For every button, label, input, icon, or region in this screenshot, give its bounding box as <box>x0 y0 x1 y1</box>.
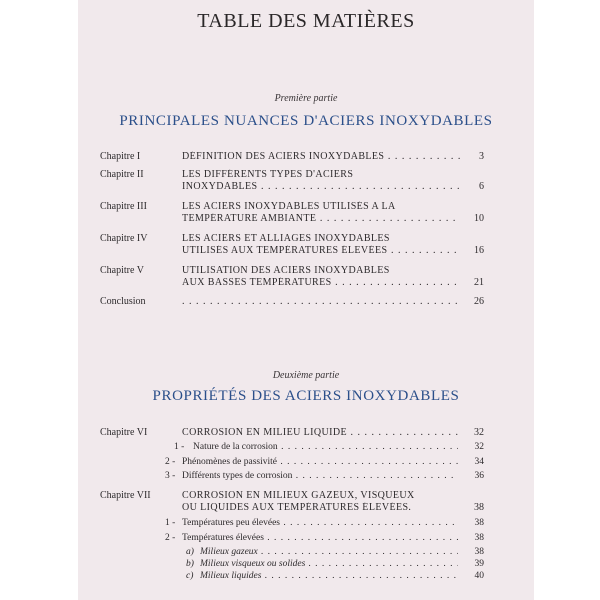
chapter-title-line: INOXYDABLES . . . <box>182 181 460 193</box>
subentry-number: 3 - <box>165 471 176 481</box>
page-number: 40 <box>474 571 484 581</box>
page-number: 32 <box>474 442 484 452</box>
chapter-label: Chapitre III <box>100 201 147 212</box>
chapter-title-line: LES DIFFÉRENTS TYPES D'ACIERS <box>182 169 354 180</box>
page-number: 38 <box>474 518 484 528</box>
subentry-number: a) <box>186 547 194 557</box>
page-title: TABLE DES MATIÈRES <box>197 10 415 32</box>
chapter-title <box>182 490 472 514</box>
chapter-title-line: TEMPÉRATURE AMBIANTE . . . <box>182 213 460 225</box>
chapter-title <box>182 233 460 257</box>
page-number: 6 <box>479 181 484 192</box>
chapter-title <box>182 265 460 289</box>
subentry-title: Phénomènes de passivité . . . <box>182 456 458 468</box>
subentry-title: Températures peu élevées . . . <box>182 517 458 529</box>
chapter-label: Chapitre VI <box>100 427 148 438</box>
page-number: 39 <box>474 559 484 569</box>
chapter-label: Chapitre IV <box>100 233 148 244</box>
page-number: 38 <box>474 502 484 513</box>
chapter-title <box>182 296 460 308</box>
chapter-title-line: LES ACIERS ET ALLIAGES INOXYDABLES <box>182 233 390 244</box>
page-number: 36 <box>474 471 484 481</box>
page-number: 16 <box>474 245 484 256</box>
chapter-title-line: CORROSION EN MILIEU LIQUIDE . . . <box>182 427 460 439</box>
page-number: 26 <box>474 296 484 307</box>
chapter-title-line: CORROSION EN MILIEUX GAZEUX, VISQUEUX <box>182 490 415 501</box>
chapter-label: Chapitre V <box>100 265 144 276</box>
page-number: 21 <box>474 277 484 288</box>
subentry-title: Nature de la corrosion . . . <box>193 441 458 453</box>
subentry-title: Différents types de corrosion . . . <box>182 470 458 482</box>
leader-dots <box>182 296 460 308</box>
page-number: 34 <box>474 457 484 467</box>
chapter-title <box>182 151 460 163</box>
part2-title: PROPRIÉTÉS DES ACIERS INOXYDABLES <box>152 388 460 404</box>
chapter-label: Chapitre II <box>100 169 144 180</box>
page-number: 10 <box>474 213 484 224</box>
page-number: 38 <box>474 533 484 543</box>
subentry-number: 2 - <box>165 533 176 543</box>
part1-title: PRINCIPALES NUANCES D'ACIERS INOXYDABLES <box>119 113 493 129</box>
page-number: 32 <box>474 427 484 438</box>
subentry-title: Milieux liquides . . . <box>200 570 458 582</box>
subentry-title: Températures élevées . . . <box>182 532 458 544</box>
chapter-title-line: UTILISATION DES ACIERS INOXYDABLES <box>182 265 390 276</box>
page-number: 3 <box>479 151 484 162</box>
chapter-title-line: LES ACIERS INOXYDABLES UTILISÉS A LA <box>182 201 396 212</box>
chapter-title <box>182 169 460 193</box>
chapter-title-line: UTILISÉS AUX TEMPÉRATURES ÉLEVÉES . . . <box>182 245 460 257</box>
subentry-number: b) <box>186 559 194 569</box>
chapter-title <box>182 427 460 439</box>
chapter-title-line: DÉFINITION DES ACIERS INOXYDABLES . . . <box>182 151 460 163</box>
chapter-label: Chapitre VII <box>100 490 151 501</box>
page-number: 38 <box>474 547 484 557</box>
chapter-title-line: OU LIQUIDES AUX TEMPÉRATURES ÉLEVÉES. <box>182 502 412 513</box>
book-page <box>78 0 534 600</box>
chapter-label: Conclusion <box>100 296 146 307</box>
subentry-number: 2 - <box>165 457 176 467</box>
subentry-title: Milieux gazeux . . . <box>200 546 458 558</box>
part2-label: Deuxième partie <box>272 370 340 381</box>
chapter-title <box>182 201 460 225</box>
subentry-number: 1 - <box>174 442 185 452</box>
chapter-title-line: AUX BASSES TEMPÉRATURES . . . <box>182 277 460 289</box>
chapter-label: Chapitre I <box>100 151 141 162</box>
part1-label: Première partie <box>274 93 338 104</box>
subentry-number: c) <box>186 571 194 581</box>
subentry-number: 1 - <box>165 518 176 528</box>
subentry-title: Milieux visqueux ou solides . . . <box>200 558 458 570</box>
